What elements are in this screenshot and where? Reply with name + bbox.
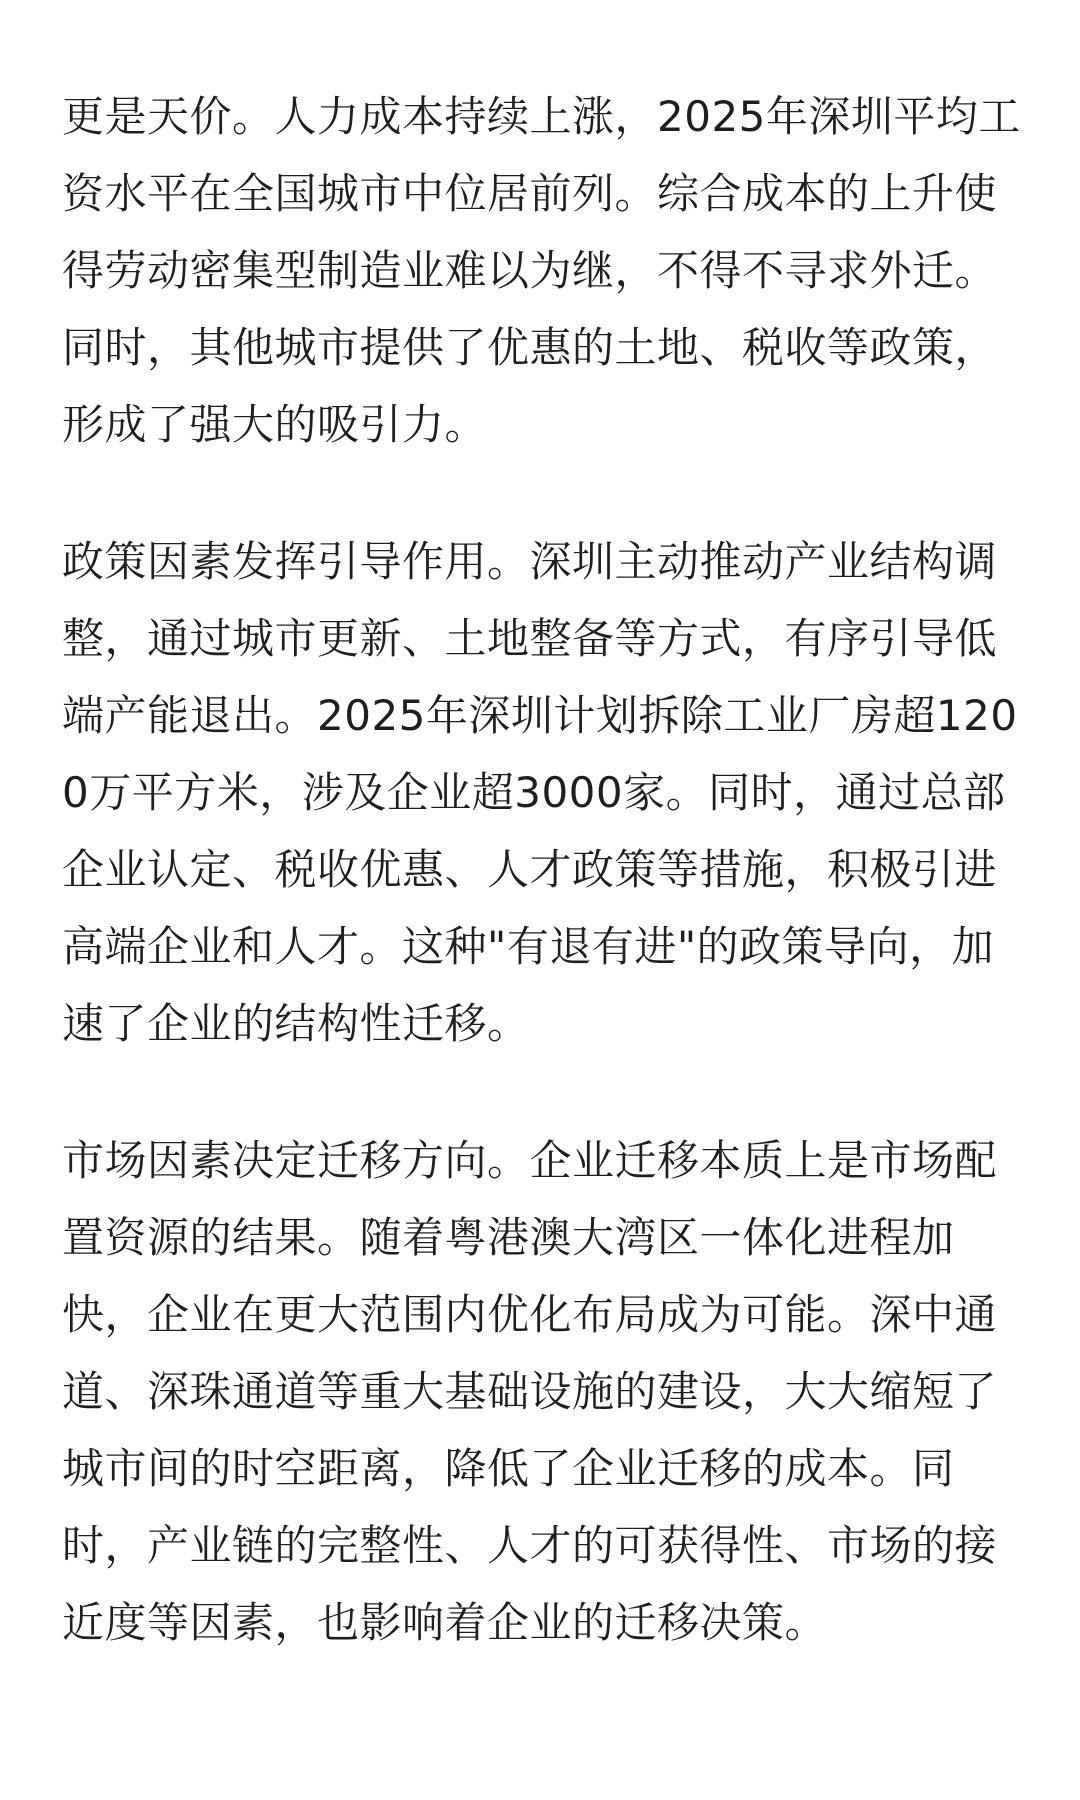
text-line: 道、深珠通道等重大基础设施的建设，大大缩短了 — [62, 1367, 998, 1416]
text-line: 高端企业和人才。这种"有退有进"的政策导向，加 — [62, 922, 995, 971]
text-line: 快，企业在更大范围内优化布局成为可能。深中通 — [62, 1290, 998, 1339]
text-line: 端产能退出。2025年深圳计划拆除工业厂房超120 — [62, 691, 1018, 740]
text-line: 速了企业的结构性迁移。 — [62, 999, 530, 1048]
text-line: 置资源的结果。随着粤港澳大湾区一体化进程加 — [62, 1213, 955, 1262]
text-line: 资水平在全国城市中位居前列。综合成本的上升使 — [62, 169, 998, 218]
text-line: 整，通过城市更新、土地整备等方式，有序引导低 — [62, 614, 998, 663]
text-line: 得劳动密集型制造业难以为继，不得不寻求外迁。 — [62, 246, 998, 295]
article-body — [62, 78, 1022, 1721]
text-line: 近度等因素，也影响着企业的迁移决策。 — [62, 1598, 828, 1647]
text-line: 时，产业链的完整性、人才的可获得性、市场的接 — [62, 1521, 998, 1570]
text-line: 更是天价。人力成本持续上涨，2025年深圳平均工 — [62, 92, 1021, 141]
text-line: 形成了强大的吸引力。 — [62, 400, 488, 449]
text-line: 政策因素发挥引导作用。深圳主动推动产业结构调 — [62, 537, 998, 586]
text-line: 城市间的时空距离，降低了企业迁移的成本。同 — [62, 1444, 955, 1493]
paragraph-policy-factors — [62, 523, 1022, 1062]
text-line: 0万平方米，涉及企业超3000家。同时，通过总部 — [62, 768, 1006, 817]
text-line: 同时，其他城市提供了优惠的土地、税收等政策， — [62, 323, 998, 372]
paragraph-market-factors — [62, 1122, 1022, 1661]
paragraph-cost-factors — [62, 78, 1022, 463]
text-line: 市场因素决定迁移方向。企业迁移本质上是市场配 — [62, 1136, 998, 1185]
text-line: 企业认定、税收优惠、人才政策等措施，积极引进 — [62, 845, 998, 894]
